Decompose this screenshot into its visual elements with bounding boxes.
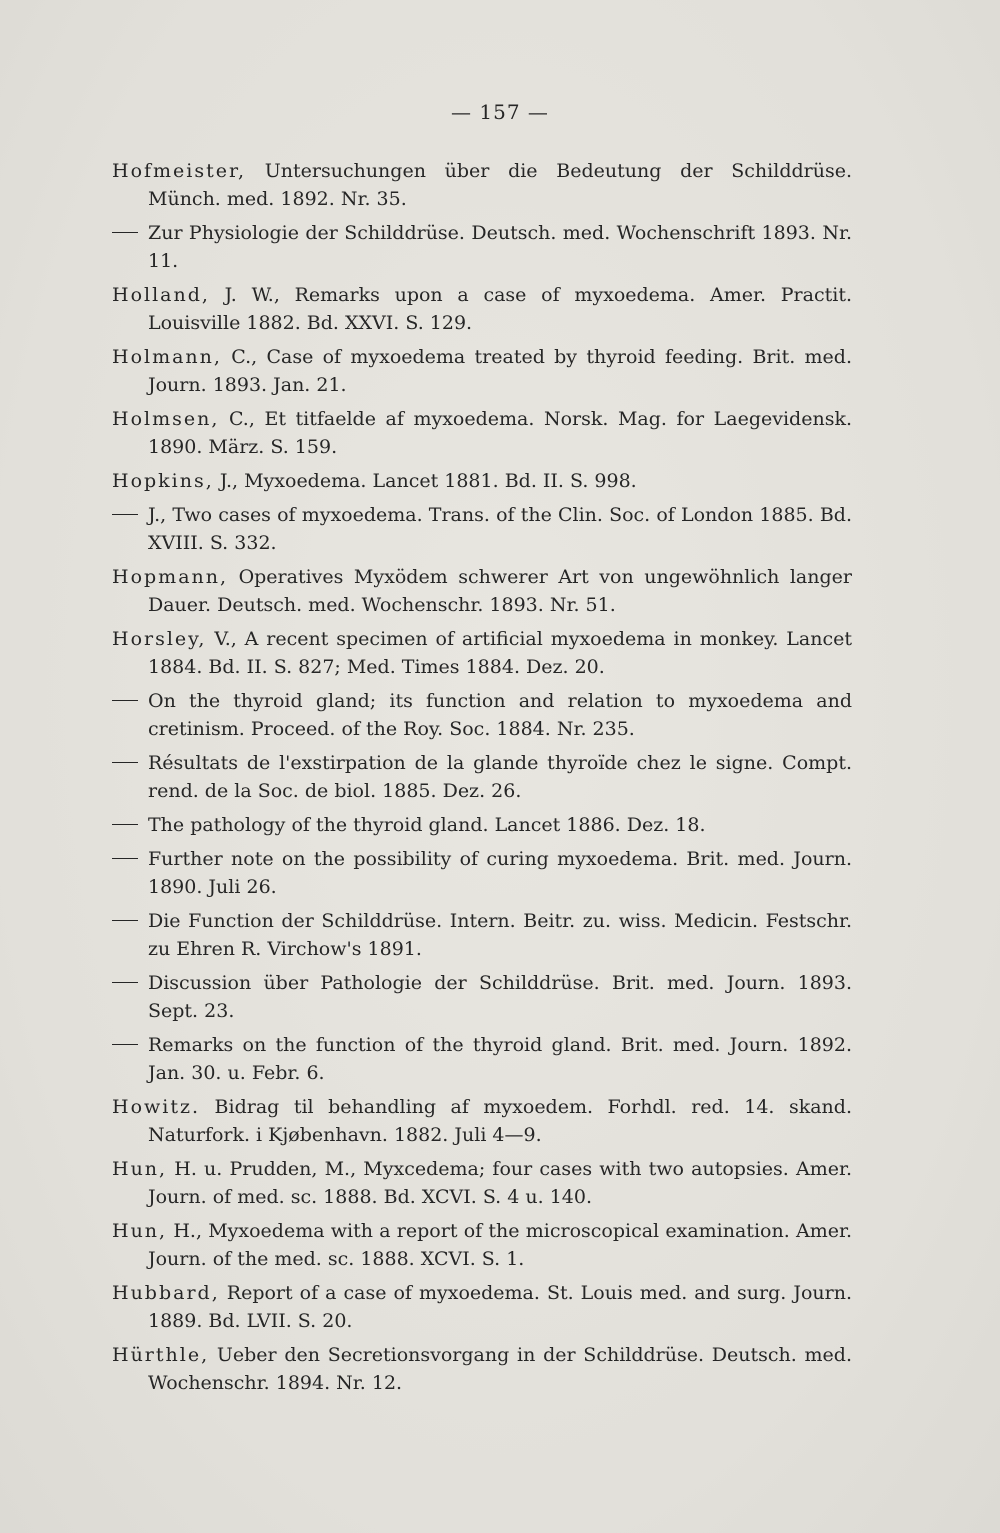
entry-author: Hofmeister, — [112, 160, 247, 182]
bibliography-entry — [112, 157, 852, 213]
entry-author: Hürthle, — [112, 1344, 210, 1366]
entry-author: Hopkins, — [112, 470, 214, 492]
ditto-dash — [112, 232, 138, 233]
bibliography-entry — [112, 811, 852, 839]
bibliography-entry — [112, 969, 852, 1025]
bibliography-entry — [112, 907, 852, 963]
bibliography-entry — [112, 343, 852, 399]
bibliography-entry — [112, 1093, 852, 1149]
entry-text: J. W., Remarks upon a case of myxoedema. Amer. Practit. Louisville 1882. Bd. XXVI. S. 129. — [148, 284, 852, 334]
entry-text: Report of a case of myxoedema. St. Louis med. and surg. Journ. 1889. Bd. LVII. S. 20. — [148, 1282, 852, 1332]
entry-text: V., A recent specimen of artificial myxoedema in monkey. Lancet 1884. Bd. II. S. 827; Med. Times 1884. Dez. 20. — [148, 628, 852, 678]
entry-text: On the thyroid gland; its function and relation to myxoedema and cretinism. Proceed. of the Roy. Soc. 1884. Nr. 235. — [148, 690, 852, 740]
bibliography-entry — [112, 219, 852, 275]
entry-author: Holmsen, — [112, 408, 220, 430]
bibliography-entry — [112, 281, 852, 337]
ditto-dash — [112, 1044, 138, 1045]
entry-text: Zur Physiologie der Schilddrüse. Deutsch. med. Wochenschrift 1893. Nr. 11. — [148, 222, 852, 272]
bibliography-entry — [112, 749, 852, 805]
entry-text: H. u. Prudden, M., Myxcedema; four cases with two autopsies. Amer. Journ. of med. sc. 1888. Bd. XCVI. S. 4 u. 140. — [148, 1158, 852, 1208]
ditto-dash — [112, 982, 138, 983]
entry-text: H., Myxoedema with a report of the microscopical examination. Amer. Journ. of the med. sc. 1888. XCVI. S. 1. — [148, 1220, 852, 1270]
entry-author: Hubbard, — [112, 1282, 220, 1304]
ditto-dash — [112, 824, 138, 825]
entry-text: C., Case of myxoedema treated by thyroid feeding. Brit. med. Journ. 1893. Jan. 21. — [148, 346, 852, 396]
entry-text: J., Two cases of myxoedema. Trans. of the Clin. Soc. of London 1885. Bd. XVIII. S. 332. — [148, 504, 852, 554]
entry-author: Holland, — [112, 284, 210, 306]
bibliography-entry — [112, 467, 852, 495]
entry-text: Operatives Myxödem schwerer Art von ungewöhnlich langer Dauer. Deutsch. med. Wochenschr. 1893. Nr. 51. — [148, 566, 852, 616]
bibliography-list — [112, 157, 852, 1403]
bibliography-entry — [112, 1155, 852, 1211]
ditto-dash — [112, 920, 138, 921]
entry-author: Howitz. — [112, 1096, 201, 1118]
entry-text: Remarks on the function of the thyroid gland. Brit. med. Journ. 1892. Jan. 30. u. Febr. 6. — [148, 1034, 852, 1084]
entry-text: Résultats de l'exstirpation de la glande thyroïde chez le signe. Compt. rend. de la Soc. de biol. 1885. Dez. 26. — [148, 752, 852, 802]
entry-author: Hun, — [112, 1158, 168, 1180]
bibliography-entry — [112, 625, 852, 681]
bibliography-entry — [112, 687, 852, 743]
entry-text: Bidrag til behandling af myxoedem. Forhdl. red. 14. skand. Naturfork. i Kjøbenhavn. 1882. Juli 4—9. — [148, 1096, 852, 1146]
bibliography-entry — [112, 845, 852, 901]
page-number: — 157 — — [451, 100, 549, 124]
bibliography-entry — [112, 501, 852, 557]
ditto-dash — [112, 858, 138, 859]
ditto-dash — [112, 762, 138, 763]
entry-author: Horsley, — [112, 628, 207, 650]
entry-text: Die Function der Schilddrüse. Intern. Beitr. zu. wiss. Medicin. Festschr. zu Ehren R. Virchow's 1891. — [148, 910, 852, 960]
entry-text: Discussion über Pathologie der Schilddrüse. Brit. med. Journ. 1893. Sept. 23. — [148, 972, 852, 1022]
ditto-dash — [112, 514, 138, 515]
entry-text: Ueber den Secretionsvorgang in der Schilddrüse. Deutsch. med. Wochenschr. 1894. Nr. 12. — [148, 1344, 852, 1394]
entry-author: Hun, — [112, 1220, 168, 1242]
entry-author: Hopmann, — [112, 566, 229, 588]
entry-text: The pathology of the thyroid gland. Lancet 1886. Dez. 18. — [148, 814, 706, 836]
entry-text: J., Myxoedema. Lancet 1881. Bd. II. S. 998. — [213, 470, 637, 492]
entry-text: Further note on the possibility of curing myxoedema. Brit. med. Journ. 1890. Juli 26. — [148, 848, 852, 898]
bibliography-entry — [112, 563, 852, 619]
entry-author: Holmann, — [112, 346, 222, 368]
entry-text: C., Et titfaelde af myxoedema. Norsk. Mag. for Laegevidensk. 1890. März. S. 159. — [148, 408, 852, 458]
entry-text: Untersuchungen über die Bedeutung der Schilddrüse. Münch. med. 1892. Nr. 35. — [148, 160, 852, 210]
bibliography-entry — [112, 405, 852, 461]
bibliography-entry — [112, 1341, 852, 1397]
bibliography-entry — [112, 1217, 852, 1273]
ditto-dash — [112, 700, 138, 701]
bibliography-entry — [112, 1279, 852, 1335]
bibliography-entry — [112, 1031, 852, 1087]
